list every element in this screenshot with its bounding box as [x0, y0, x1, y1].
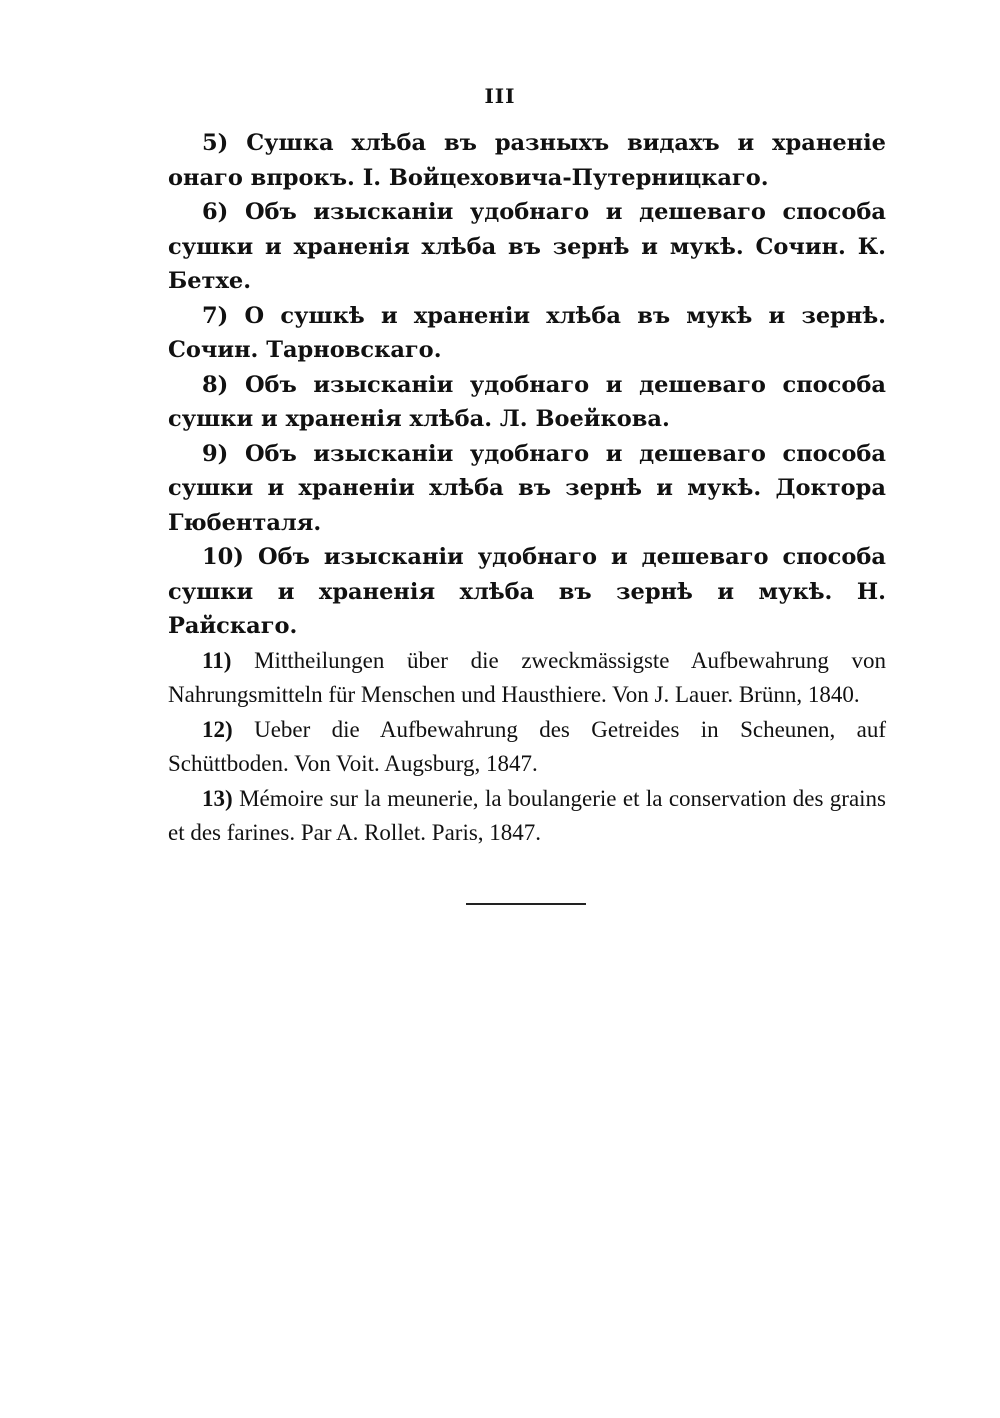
bibliography-entry: [168, 299, 886, 368]
page-number: III: [484, 84, 516, 108]
bibliography-entry: [168, 437, 886, 541]
entry-number: 10): [202, 544, 244, 570]
entry-number: 5): [202, 130, 229, 156]
entry-number: 8): [202, 371, 229, 398]
entry-text: Объ изысканіи удобнаго и дешеваго способа сушки и храненія хлѣба въ зернѣ и мукѣ. Н. Райскаго.: [168, 544, 886, 639]
entry-text: Сушка хлѣба въ разныхъ видахъ и храненіе онаго впрокъ. I. Войцеховича-Путерницкаго.: [168, 130, 886, 191]
entry-text: О сушкѣ и храненіи хлѣба въ мукѣ и зернѣ. Сочин. Тарновскаго.: [168, 302, 886, 363]
bibliography-entry: [168, 782, 886, 851]
bibliography-entry: [168, 368, 886, 437]
entry-text: Объ изысканіи удобнаго и дешеваго способа сушки и храненіи хлѣба въ зернѣ и мукѣ. Доктора Гюбенталя.: [168, 440, 886, 536]
bibliography-entry: [168, 540, 886, 644]
bibliography-entry: [168, 713, 886, 782]
entry-number: 6): [202, 199, 229, 225]
entry-number: 9): [202, 440, 229, 467]
bibliography-entry: [168, 126, 886, 195]
bibliography-entry: [168, 195, 886, 299]
entry-number: 11): [202, 647, 232, 673]
entry-text: Mémoire sur la meunerie, la boulangerie et la conservation des grains et des farines. Par A. Rollet. Paris, 1847.: [168, 785, 887, 845]
bibliography-list: [168, 126, 886, 851]
entry-number: 7): [202, 302, 229, 329]
end-rule-divider: [466, 903, 586, 905]
entry-text: Объ изысканіи удобнаго и дешеваго способа сушки и храненія хлѣба въ зернѣ и мукѣ. Сочин. К. Бетхе.: [168, 199, 886, 294]
entry-number: 13): [202, 785, 233, 811]
bibliography-entry: [168, 644, 886, 713]
entry-text: Ueber die Aufbewahrung des Getreides in Scheunen, auf Schüttboden. Von Voit. Augsburg, 1847.: [168, 716, 887, 776]
entry-text: Объ изысканіи удобнаго и дешеваго способа сушки и храненія хлѣба. Л. Воейкова.: [168, 371, 886, 432]
entry-number: 12): [202, 716, 233, 742]
entry-text: Mittheilungen über die zweckmässigste Aufbewahrung von Nahrungsmitteln für Menschen und Hausthiere. Von J. Lauer. Brünn, 1840.: [168, 647, 887, 707]
